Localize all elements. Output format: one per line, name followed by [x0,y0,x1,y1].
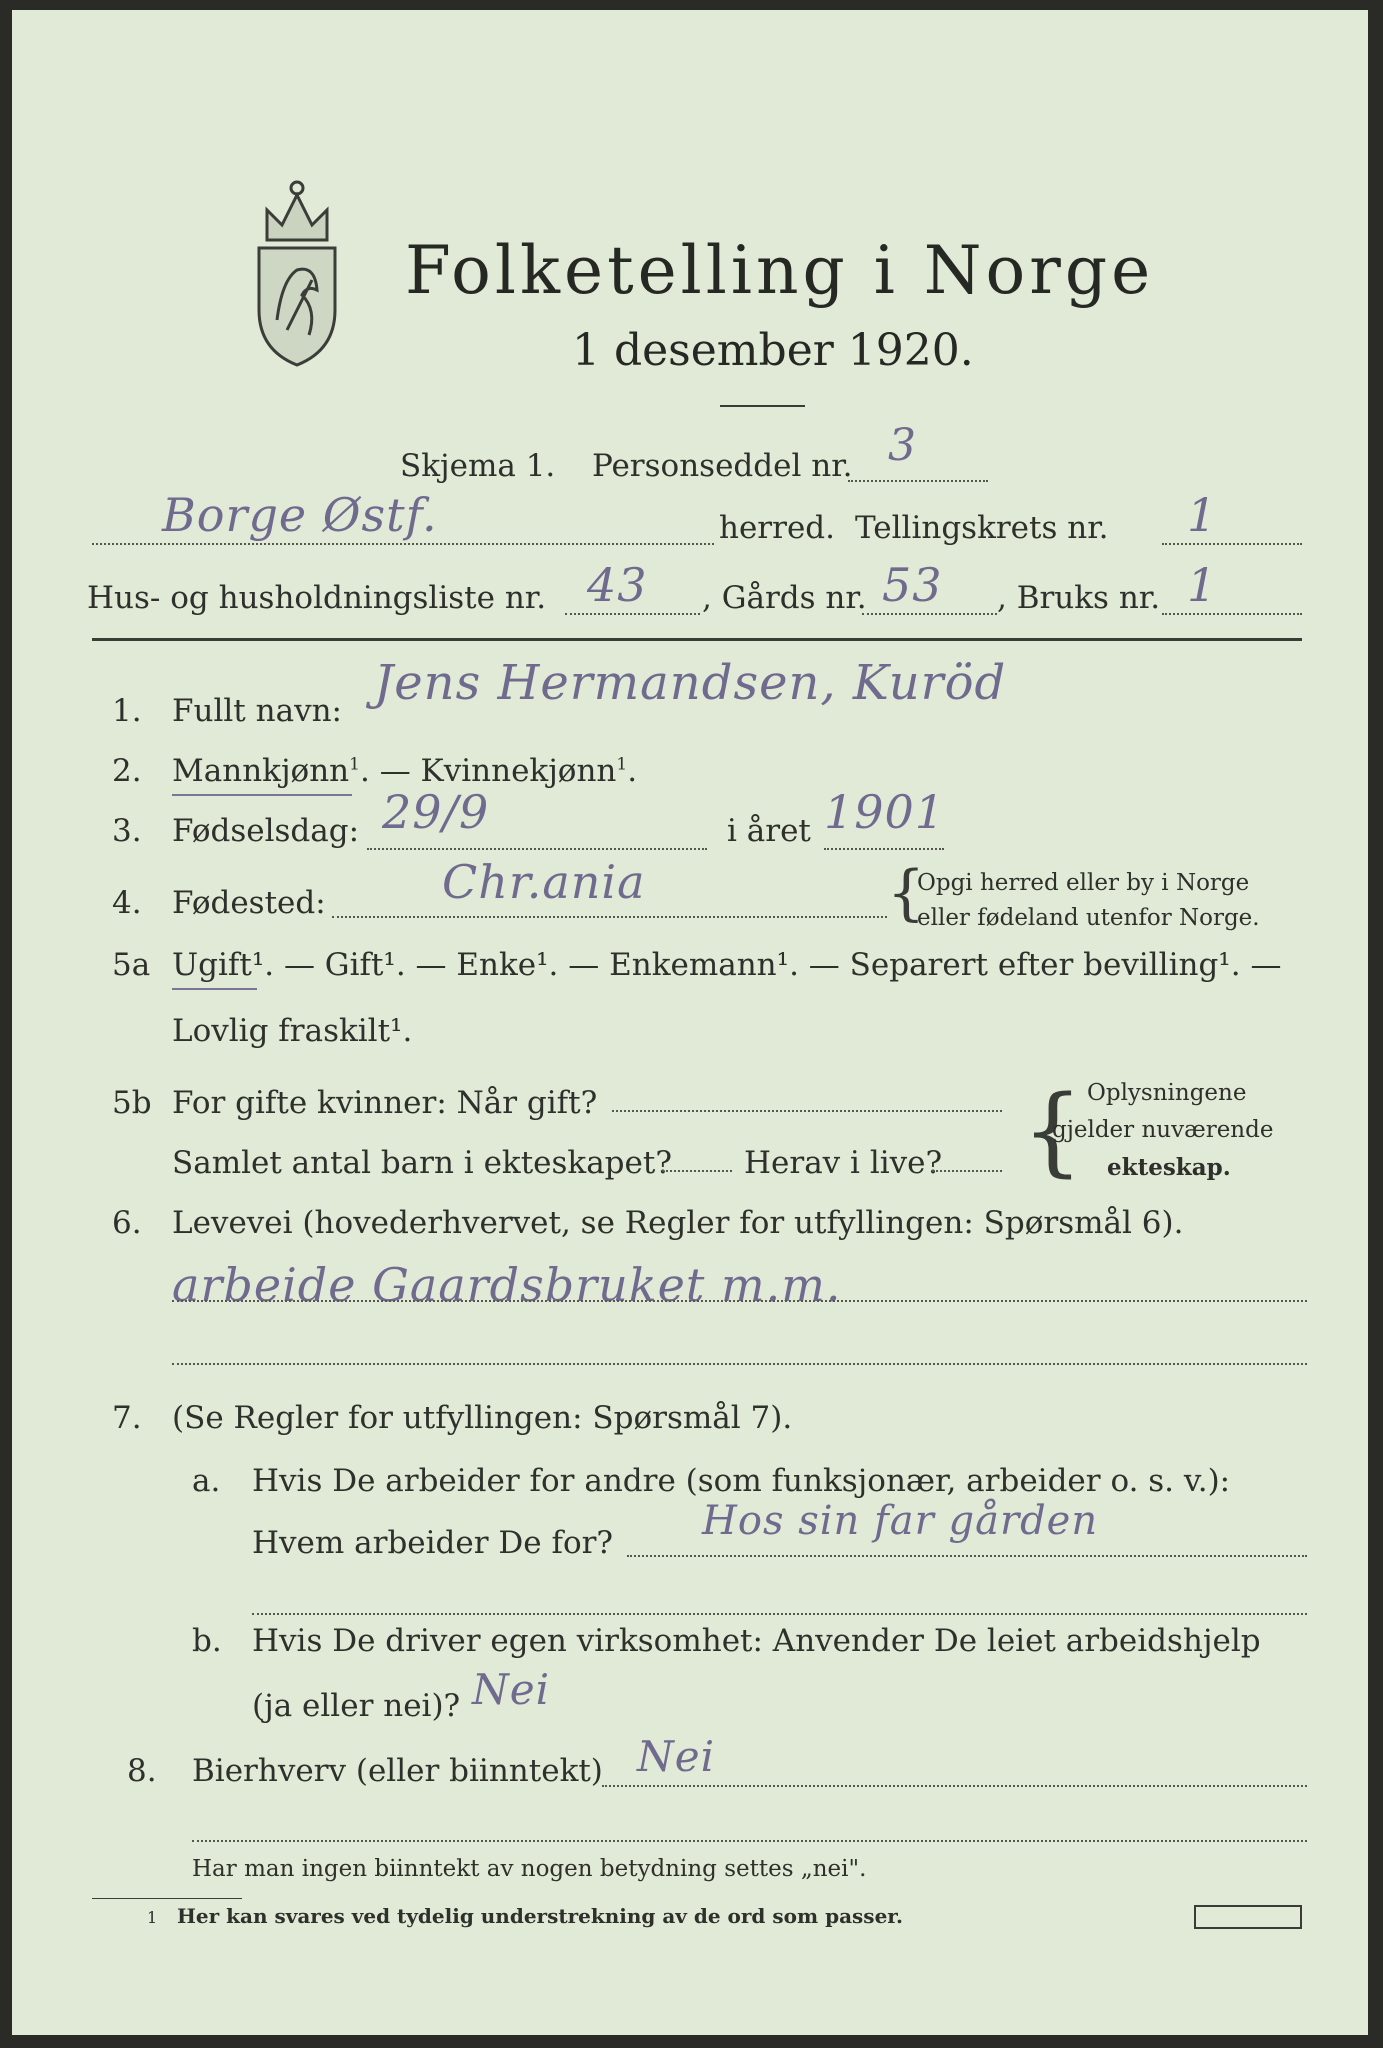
form-title: Folketelling i Norge [405,232,1155,309]
q5b-children-label: Samlet antal barn i ekteskapet? [172,1145,672,1181]
q6-line-1 [172,1300,1307,1302]
q2-male-option[interactable]: Mannkjønn [172,753,350,789]
q4-brace: { [887,858,926,928]
q6-line-2 [172,1363,1307,1365]
q5a-ugift-underline [172,988,257,990]
q4-note-line2: eller fødeland utenfor Norge. [917,905,1260,931]
herred-value[interactable]: Borge Østf. [162,488,438,542]
husholdningsliste-line [565,613,700,615]
q4-number: 4. [112,885,142,921]
q4-birthplace-line [332,916,887,918]
q4-label: Fødested: [172,885,326,921]
bruks-line [1162,613,1302,615]
q7-label: (Se Regler for utfyllingen: Spørsmål 7). [172,1400,793,1436]
q5a-number: 5a [112,947,151,983]
q5a-options-line2[interactable]: Lovlig fraskilt¹. [172,1013,413,1049]
q5b-married-line [612,1110,1002,1112]
q7a-line-extra [252,1613,1307,1615]
husholdningsliste-label: Hus- og husholdningsliste nr. [87,580,547,616]
q3-year-line [824,848,944,850]
printer-stamp [1194,1905,1302,1929]
q7b-line2: (ja eller nei)? [252,1688,461,1724]
herred-label: herred. [719,510,835,546]
personseddel-line [848,480,988,482]
q2-footnote-mark-1: 1 [349,754,360,775]
tellingskrets-value[interactable]: 1 [1187,488,1218,542]
q5b-note-1: Oplysningene [1087,1080,1247,1106]
q5b-note-3: ekteskap. [1107,1154,1231,1181]
q5b-note-2: gjelder nuværende [1052,1117,1274,1143]
q8-line-extra [192,1840,1307,1842]
q5b-number: 5b [112,1085,152,1121]
q2-end: . [627,753,638,789]
footnote-divider [92,1898,242,1899]
q5b-alive-label: Herav i live? [744,1145,943,1181]
footnote-text: Her kan svares ved tydelig understrekning av de ord som passer. [177,1904,903,1928]
skjema-label: Skjema 1. [400,448,556,484]
q2-footnote-mark-2: 1 [616,754,628,775]
q2-number: 2. [112,753,142,789]
q7a-employer-value[interactable]: Hos sin far gården [702,1498,1099,1544]
q7b-line1: Hvis De driver egen virksomhet: Anvender De leiet arbeidshjelp [252,1623,1261,1659]
q5b-brace: { [1022,1075,1084,1187]
q1-label: Fullt navn: [172,693,342,729]
herred-line [92,543,714,545]
q3-year-value[interactable]: 1901 [824,785,946,839]
q3-birthday-line [367,848,707,850]
gards-line [862,613,997,615]
q5b-married-label: For gifte kvinner: Når gift? [172,1085,598,1121]
census-form [12,10,1368,2035]
title-divider [720,405,805,407]
personseddel-value[interactable]: 3 [888,420,917,471]
q7a-letter: a. [192,1463,221,1499]
form-date: 1 desember 1920. [572,325,974,376]
header-divider [92,638,1302,641]
q3-label: Fødselsdag: [172,813,360,849]
q6-label: Levevei (hovederhvervet, se Regler for utfyllingen: Spørsmål 6). [172,1205,1184,1241]
q7a-line2: Hvem arbeider De for? [252,1525,614,1561]
q3-number: 3. [112,813,142,849]
q7a-employer-line [627,1555,1307,1557]
q7b-letter: b. [192,1623,222,1659]
q2-separator: . — [359,753,421,789]
q5a-options[interactable]: Ugift¹. — Gift¹. — Enke¹. — Enkemann¹. — Separert efter bevilling¹. — [172,947,1282,983]
tellingskrets-label: Tellingskrets nr. [855,510,1109,546]
husholdningsliste-value[interactable]: 43 [587,558,648,612]
q8-number: 8. [127,1753,157,1789]
q4-note-line1: Opgi herred eller by i Norge [917,870,1250,896]
gards-label: , Gårds nr. [702,580,867,616]
norway-coat-of-arms-icon [237,170,357,370]
q4-birthplace-value[interactable]: Chr.ania [442,855,646,909]
q1-number: 1. [112,693,142,729]
q3-birthday-value[interactable]: 29/9 [382,785,490,839]
q2-male-underline [172,794,352,796]
q7-number: 7. [112,1400,142,1436]
footnote-mark: 1 [147,1908,158,1927]
bruks-value[interactable]: 1 [1187,558,1218,612]
q2-options [172,753,637,789]
q6-value[interactable]: arbeide Gaardsbruket m.m. [172,1258,842,1312]
q5b-children-line [662,1170,732,1172]
personseddel-label: Personseddel nr. [592,448,853,484]
q8-line [602,1785,1307,1787]
q5b-alive-line [932,1170,1002,1172]
bruks-label: , Bruks nr. [997,580,1161,616]
q8-label: Bierhverv (eller biinntekt) [192,1753,603,1789]
tellingskrets-line [1162,543,1302,545]
q7a-line1: Hvis De arbeider for andre (som funksjonær, arbeider o. s. v.): [252,1463,1231,1499]
q1-value[interactable]: Jens Hermandsen, Kuröd [374,655,1007,711]
q7b-value[interactable]: Nei [472,1665,551,1714]
q8-value[interactable]: Nei [637,1732,716,1781]
gards-value[interactable]: 53 [882,558,943,612]
q6-number: 6. [112,1205,142,1241]
q2-female-option[interactable]: Kvinnekjønn [420,753,617,789]
q3-year-label: i året [727,813,811,849]
biinntekt-note: Har man ingen biinntekt av nogen betydning settes „nei". [192,1856,867,1882]
